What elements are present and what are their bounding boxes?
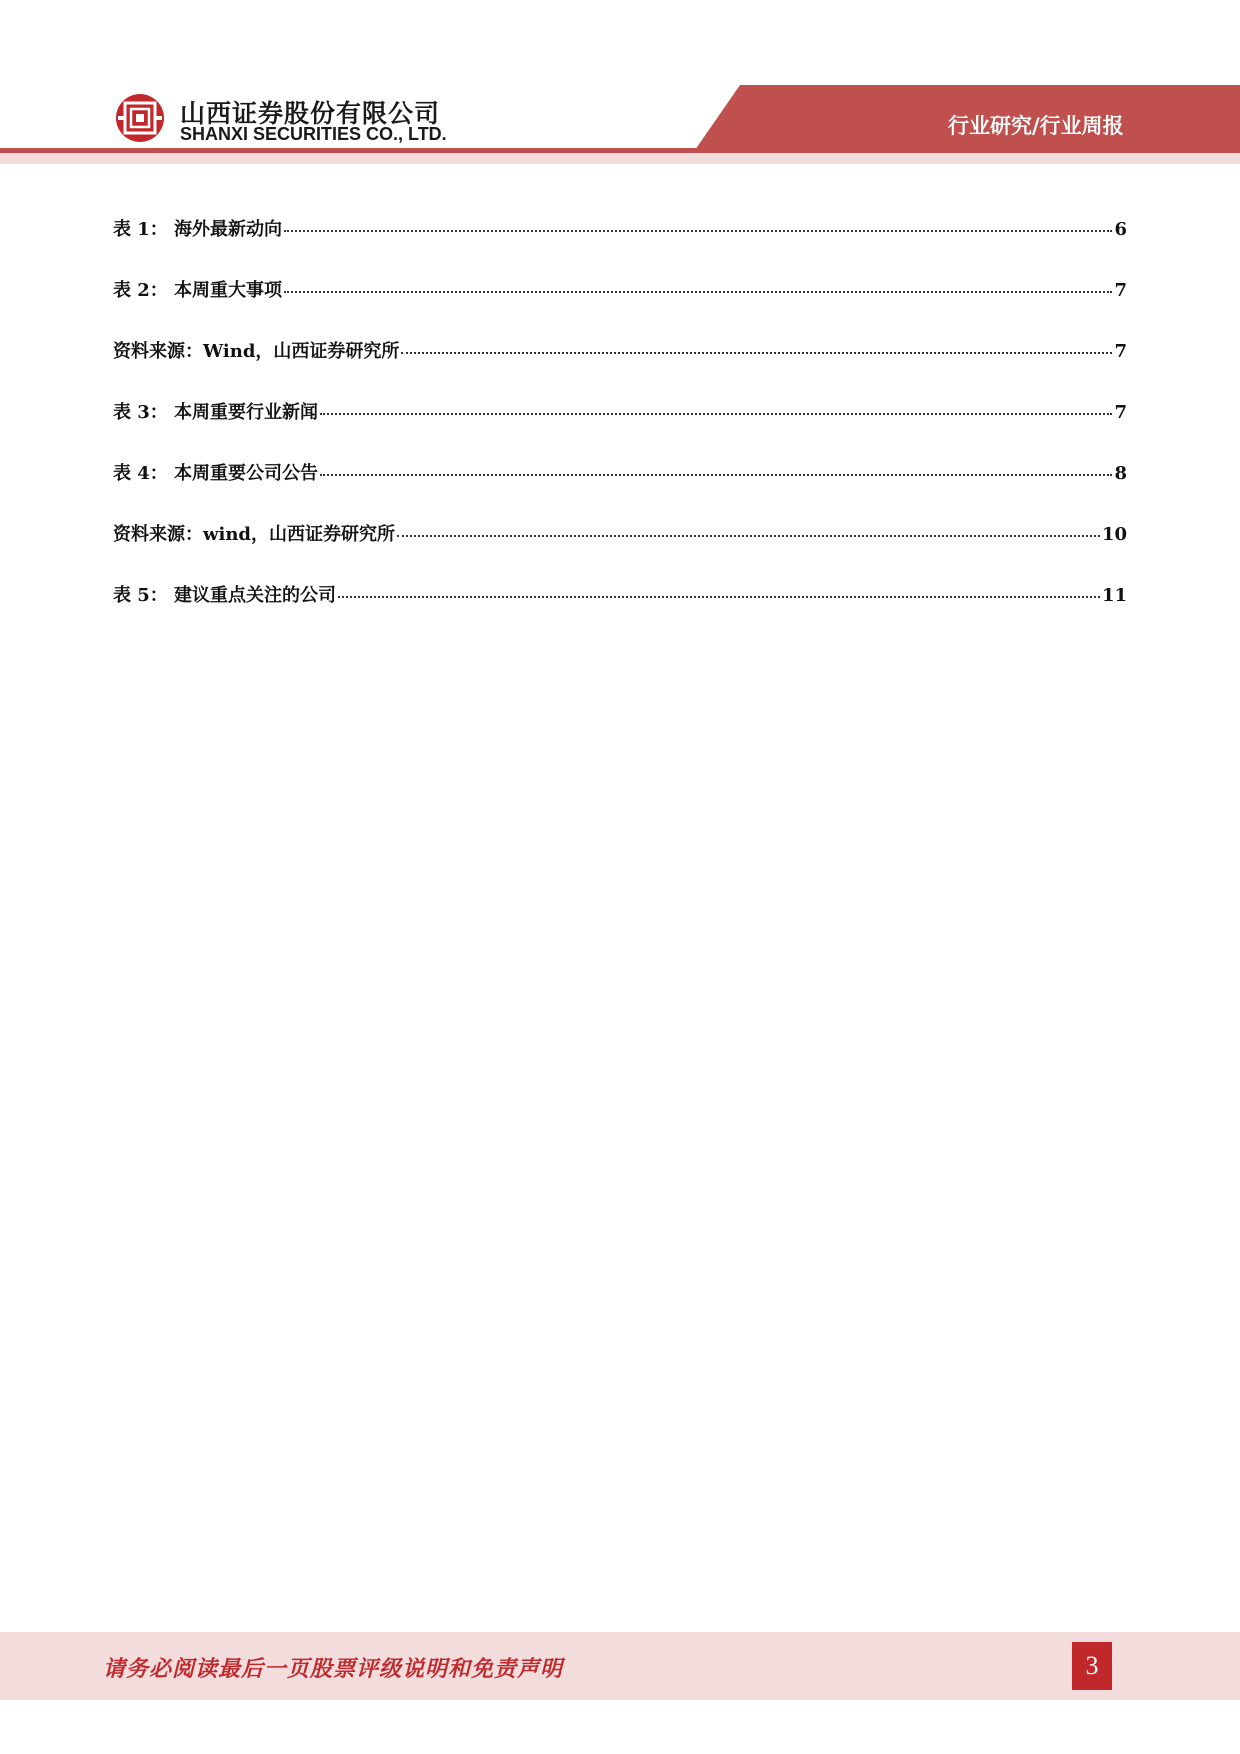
toc-entry-page: 7 <box>1114 280 1127 301</box>
toc-entry-page: 8 <box>1114 463 1127 484</box>
toc-entry[interactable] <box>113 337 1127 398</box>
toc-entry-label: 表 2： 本周重大事项 <box>113 280 283 301</box>
page-footer <box>0 1632 1240 1700</box>
toc-entry-page: 10 <box>1101 524 1127 545</box>
toc-entry-label: 表 3： 本周重要行业新闻 <box>113 402 319 423</box>
toc-entry[interactable] <box>113 215 1127 276</box>
toc-entry[interactable] <box>113 520 1127 581</box>
toc-dot-leader <box>284 291 1112 293</box>
toc-dot-leader <box>320 474 1112 476</box>
company-name-en: SHANXI SECURITIES CO., LTD. <box>180 124 447 144</box>
toc-entry-label: 表 5： 建议重点关注的公司 <box>113 585 337 606</box>
page-header <box>0 0 1240 170</box>
toc-entry[interactable] <box>113 459 1127 520</box>
toc-entry-page: 7 <box>1114 402 1127 423</box>
table-of-contents <box>113 215 1127 642</box>
toc-dot-leader <box>397 535 1100 537</box>
toc-entry-page: 6 <box>1114 219 1127 240</box>
report-type-label: 行业研究/行业周报 <box>948 114 1124 138</box>
toc-dot-leader <box>338 596 1100 598</box>
toc-entry-label: 表 1： 海外最新动向 <box>113 219 283 240</box>
toc-dot-leader <box>320 413 1112 415</box>
toc-entry[interactable] <box>113 398 1127 459</box>
toc-entry-label: 表 4： 本周重要公司公告 <box>113 463 319 484</box>
toc-entry-page: 7 <box>1114 341 1127 362</box>
toc-dot-leader <box>284 230 1112 232</box>
toc-entry-label: 资料来源：wind，山西证券研究所 <box>113 524 396 545</box>
toc-entry[interactable] <box>113 276 1127 337</box>
company-name-cn: 山西证券股份有限公司 <box>180 99 441 128</box>
toc-entry[interactable] <box>113 581 1127 642</box>
toc-entry-label: 资料来源：Wind，山西证券研究所 <box>113 341 400 362</box>
toc-dot-leader <box>401 352 1112 354</box>
company-logo-icon <box>114 92 166 144</box>
page-number-badge: 3 <box>1072 1642 1112 1690</box>
disclaimer-notice: 请务必阅读最后一页股票评级说明和免责声明 <box>103 1656 564 1682</box>
toc-entry-page: 11 <box>1101 585 1127 606</box>
